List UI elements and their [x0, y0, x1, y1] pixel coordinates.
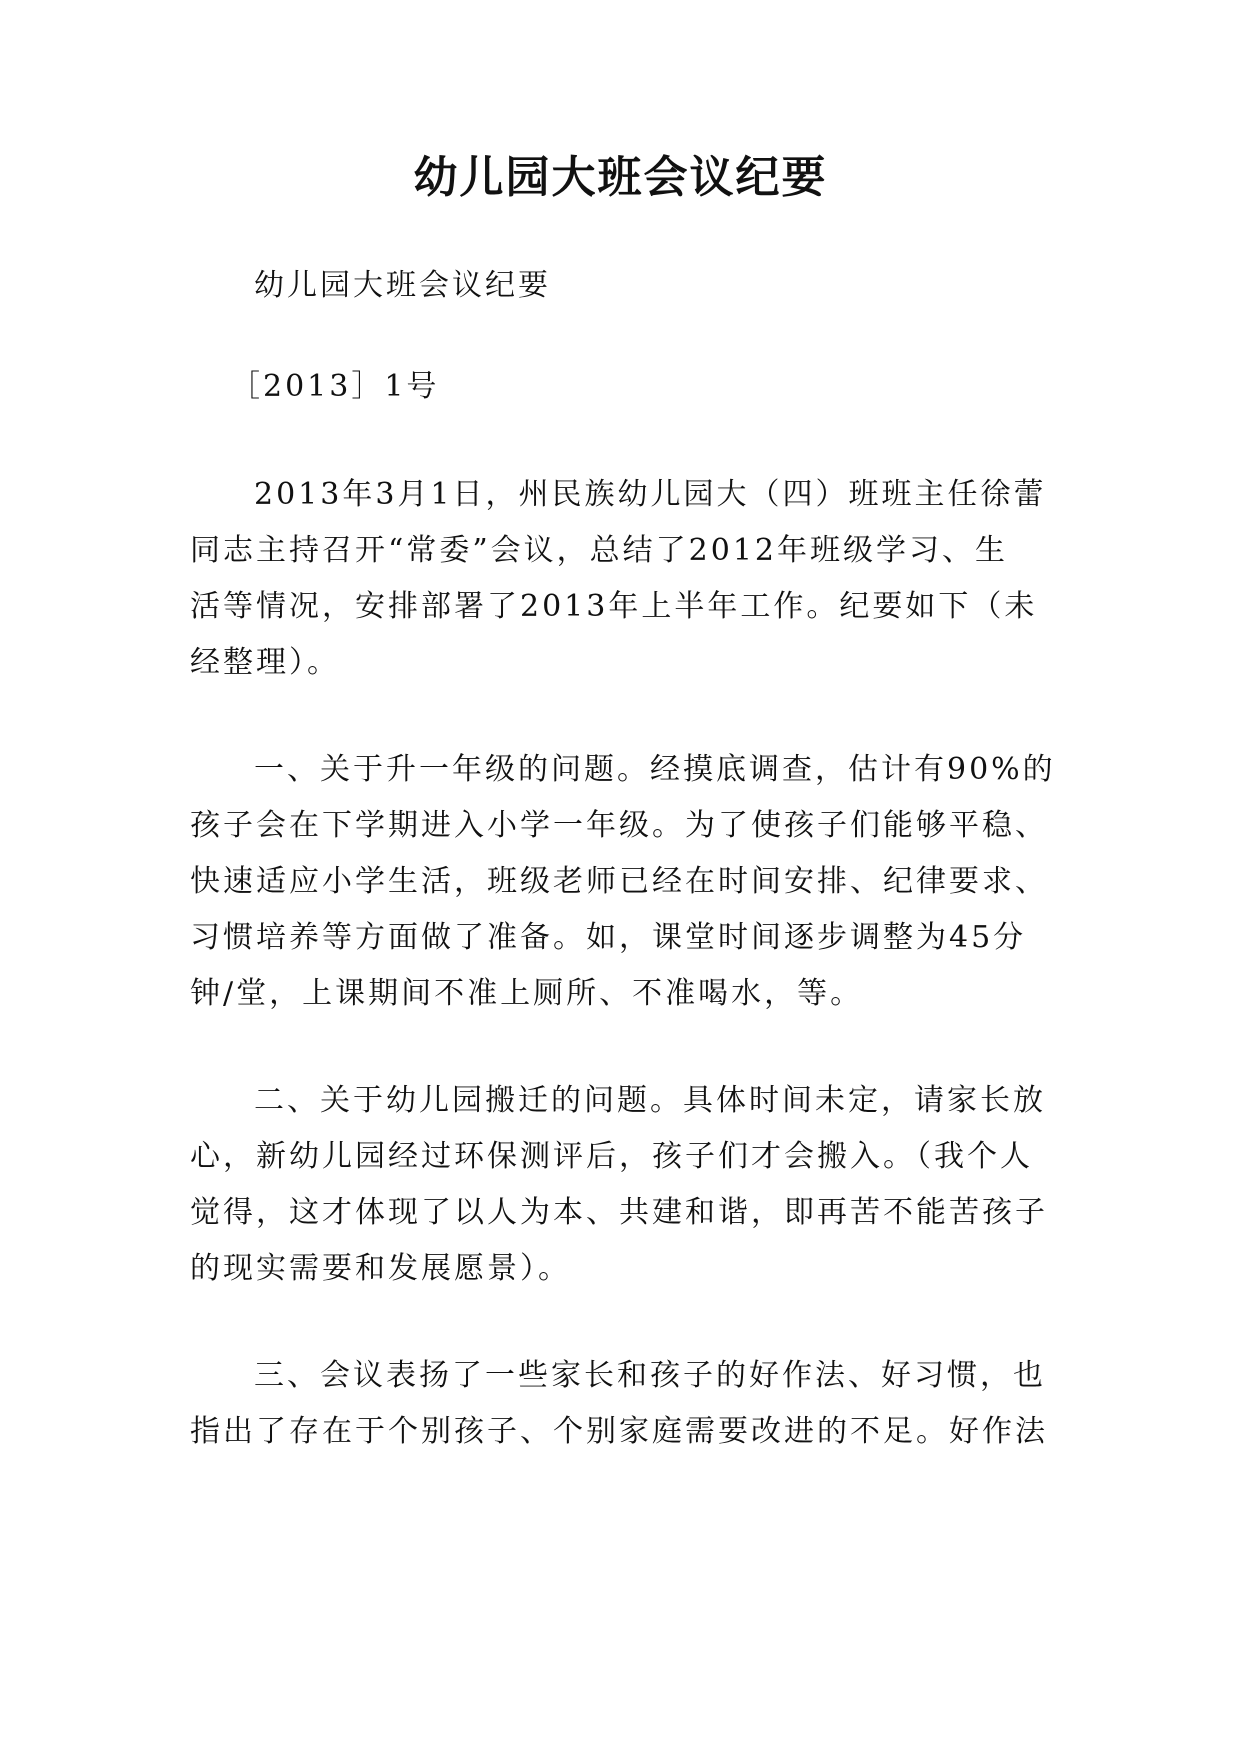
document-subtitle: 幼儿园大班会议纪要	[254, 268, 551, 303]
paragraph-intro-line: 2013年3月1日，州民族幼儿园大（四）班班主任徐蕾	[254, 477, 1047, 512]
paragraph-3-line: 三、会议表扬了一些家长和孩子的好作法、好习惯，也	[254, 1358, 1046, 1393]
paragraph-2-line: 二、关于幼儿园搬迁的问题。具体时间未定，请家长放	[254, 1083, 1046, 1118]
paragraph-1-line: 快速适应小学生活，班级老师已经在时间安排、纪律要求、	[190, 864, 1048, 899]
paragraph-intro-line: 同志主持召开“常委”会议，总结了2012年班级学习、生	[190, 533, 1009, 568]
paragraph-1-line: 钟/堂，上课期间不准上厕所、不准喝水，等。	[190, 976, 864, 1011]
paragraph-2-line: 的现实需要和发展愿景）。	[190, 1251, 571, 1286]
paragraph-2-line: 觉得，这才体现了以人为本、共建和谐，即再苦不能苦孩子	[190, 1195, 1048, 1230]
paragraph-1-line: 习惯培养等方面做了准备。如，课堂时间逐步调整为45分	[190, 920, 1027, 955]
paragraph-1-line: 一、关于升一年级的问题。经摸底调查，估计有90%的	[254, 752, 1056, 787]
paragraph-2-line: 心，新幼儿园经过环保测评后，孩子们才会搬入。（我个人	[190, 1139, 1033, 1174]
paragraph-3-line: 指出了存在于个别孩子、个别家庭需要改进的不足。好作法	[190, 1414, 1048, 1449]
document-number: ［2013］1号	[230, 369, 440, 404]
document-title: 幼儿园大班会议纪要	[413, 152, 828, 203]
paragraph-intro-line: 经整理）。	[190, 645, 340, 680]
paragraph-intro-line: 活等情况，安排部署了2013年上半年工作。纪要如下（未	[190, 589, 1038, 624]
paragraph-1-line: 孩子会在下学期进入小学一年级。为了使孩子们能够平稳、	[190, 808, 1048, 843]
